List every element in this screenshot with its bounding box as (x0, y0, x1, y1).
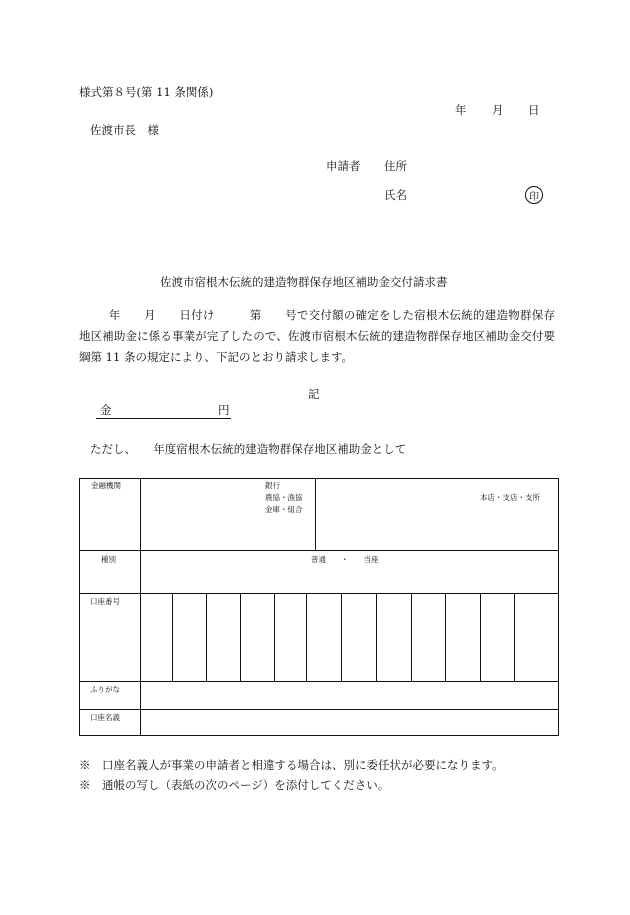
type-label: 種別 (101, 555, 116, 564)
tadashi-line: ただし、 年度宿根木伝統的建造物群保存地区補助金として (90, 442, 407, 456)
name-label: 氏名 (384, 188, 407, 202)
body-paragraph: 年 月 日付け 第 号で交付額の確定をした宿根木伝統的建造物群保存地区補助金に係る事業が完了したので、佐渡市宿根木伝統的建造物群保存地区補助金交付要綱第 11 条の規定により、下記のとおり請求します。 (79, 308, 555, 364)
bank-type-bank: 銀行 (265, 481, 280, 490)
type-options: 普通 ・ 当座 (311, 555, 379, 564)
bank-type-agri: 農協・漁協 (265, 493, 303, 502)
amount-underline (96, 418, 231, 419)
seal-mark: 印 (525, 186, 543, 204)
amount-prefix: 金 (100, 403, 112, 417)
note-1: ※ 口座名義人が事業の申請者と相違する場合は、別に委任状が必要になります。 (79, 758, 504, 772)
account-name-label: 口座名義 (90, 713, 120, 722)
furigana-label: ふりがな (90, 685, 120, 694)
bank-label: 金融機関 (91, 481, 121, 490)
date-month-label: 月 (492, 103, 504, 117)
document-title: 佐渡市宿根木伝統的建造物群保存地区補助金交付請求書 (160, 275, 448, 289)
note-2: ※ 通帳の写し（表紙の次のページ）を添付してください。 (79, 778, 390, 792)
account-number-label: 口座番号 (90, 597, 120, 606)
addressee: 佐渡市長 様 (90, 123, 159, 137)
date-day-label: 日 (528, 103, 540, 117)
branch-types: 本店・支店・支所 (480, 493, 540, 502)
amount-suffix: 円 (218, 403, 230, 417)
address-label: 住所 (384, 159, 407, 173)
ki-label: 記 (308, 387, 320, 401)
bank-type-credit: 金庫・組合 (265, 505, 303, 514)
date-year-label: 年 (455, 103, 467, 117)
applicant-label: 申請者 (326, 159, 361, 173)
form-number: 様式第８号(第 11 条関係) (79, 85, 214, 99)
